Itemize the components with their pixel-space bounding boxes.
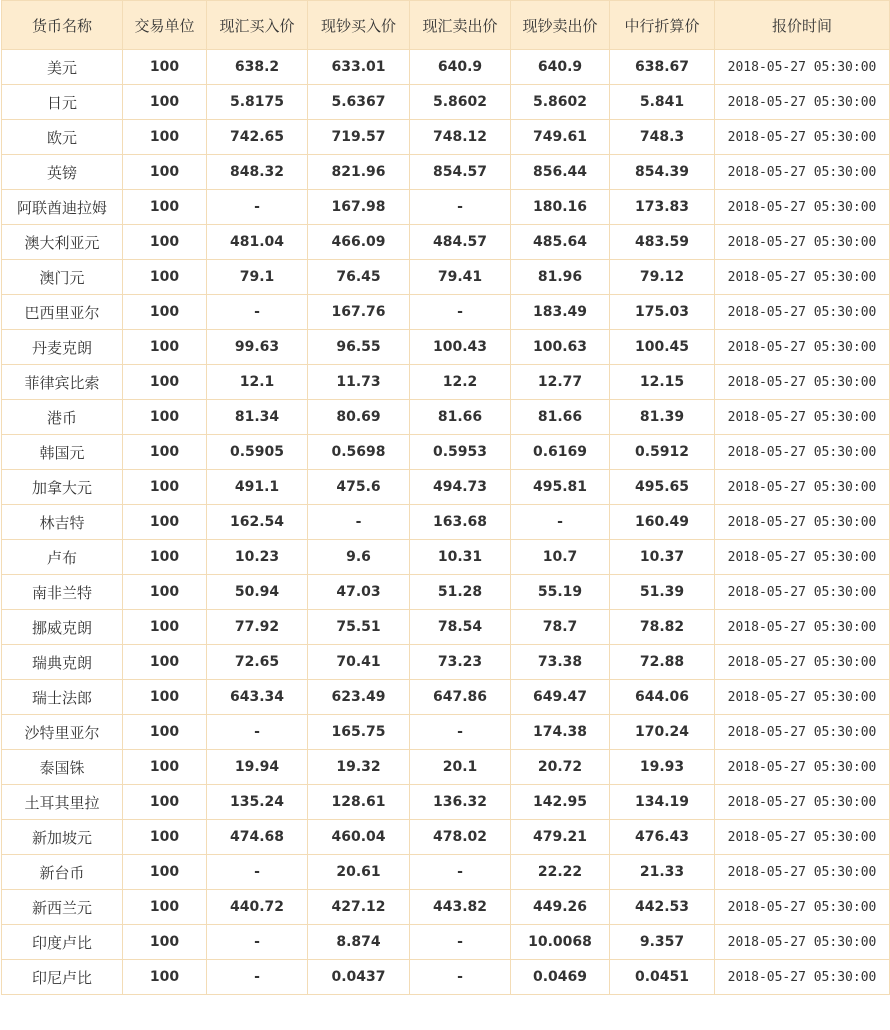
cash-sell-price-cell: 183.49: [511, 295, 610, 330]
boc-conversion-price-cell: 19.93: [610, 750, 715, 785]
trade-unit-cell: 100: [123, 890, 207, 925]
trade-unit-cell: 100: [123, 400, 207, 435]
cash-sell-price-cell: 174.38: [511, 715, 610, 750]
boc-conversion-price-cell: 748.3: [610, 120, 715, 155]
trade-unit-cell: 100: [123, 540, 207, 575]
currency-name-cell: 菲律宾比索: [2, 365, 123, 400]
currency-name-cell: 新西兰元: [2, 890, 123, 925]
quote-time-cell: 2018-05-27 05:30:00: [715, 785, 890, 820]
quote-time-cell: 2018-05-27 05:30:00: [715, 610, 890, 645]
spot-buy-price-cell: 50.94: [207, 575, 308, 610]
table-row: [2, 470, 890, 505]
cash-buy-price-cell: 466.09: [308, 225, 410, 260]
spot-sell-price-cell: 484.57: [410, 225, 511, 260]
boc-conversion-price-cell: 442.53: [610, 890, 715, 925]
spot-buy-price-cell: -: [207, 855, 308, 890]
quote-time-cell: 2018-05-27 05:30:00: [715, 575, 890, 610]
spot-sell-price-cell: 494.73: [410, 470, 511, 505]
exchange-rate-table: [1, 0, 890, 995]
quote-time-cell: 2018-05-27 05:30:00: [715, 155, 890, 190]
trade-unit-cell: 100: [123, 575, 207, 610]
spot-sell-price-cell: 478.02: [410, 820, 511, 855]
cash-sell-price-cell: -: [511, 505, 610, 540]
boc-conversion-price-cell: 81.39: [610, 400, 715, 435]
trade-unit-cell: 100: [123, 785, 207, 820]
spot-sell-price-cell: 136.32: [410, 785, 511, 820]
trade-unit-cell: 100: [123, 330, 207, 365]
spot-buy-price-cell: 12.1: [207, 365, 308, 400]
spot-buy-price-cell: -: [207, 190, 308, 225]
currency-name-cell: 欧元: [2, 120, 123, 155]
spot-sell-price-cell: -: [410, 715, 511, 750]
quote-time-cell: 2018-05-27 05:30:00: [715, 540, 890, 575]
boc-conversion-price-cell: 173.83: [610, 190, 715, 225]
spot-sell-price-cell: 51.28: [410, 575, 511, 610]
spot-sell-price-cell: 0.5953: [410, 435, 511, 470]
header-cash-sell: 现钞卖出价: [511, 1, 610, 50]
boc-conversion-price-cell: 12.15: [610, 365, 715, 400]
cash-sell-price-cell: 55.19: [511, 575, 610, 610]
quote-time-cell: 2018-05-27 05:30:00: [715, 120, 890, 155]
spot-buy-price-cell: 5.8175: [207, 85, 308, 120]
cash-buy-price-cell: 70.41: [308, 645, 410, 680]
spot-sell-price-cell: 73.23: [410, 645, 511, 680]
cash-sell-price-cell: 0.0469: [511, 960, 610, 995]
cash-buy-price-cell: 165.75: [308, 715, 410, 750]
trade-unit-cell: 100: [123, 680, 207, 715]
table-row: [2, 155, 890, 190]
spot-buy-price-cell: 19.94: [207, 750, 308, 785]
quote-time-cell: 2018-05-27 05:30:00: [715, 925, 890, 960]
cash-buy-price-cell: 0.5698: [308, 435, 410, 470]
table-row: [2, 820, 890, 855]
spot-sell-price-cell: -: [410, 190, 511, 225]
spot-buy-price-cell: 135.24: [207, 785, 308, 820]
cash-sell-price-cell: 142.95: [511, 785, 610, 820]
spot-sell-price-cell: 20.1: [410, 750, 511, 785]
spot-buy-price-cell: 643.34: [207, 680, 308, 715]
quote-time-cell: 2018-05-27 05:30:00: [715, 890, 890, 925]
quote-time-cell: 2018-05-27 05:30:00: [715, 470, 890, 505]
trade-unit-cell: 100: [123, 715, 207, 750]
quote-time-cell: 2018-05-27 05:30:00: [715, 820, 890, 855]
currency-name-cell: 瑞士法郎: [2, 680, 123, 715]
header-trade-unit: 交易单位: [123, 1, 207, 50]
cash-buy-price-cell: -: [308, 505, 410, 540]
table-row: [2, 715, 890, 750]
cash-sell-price-cell: 22.22: [511, 855, 610, 890]
quote-time-cell: 2018-05-27 05:30:00: [715, 505, 890, 540]
table-row: [2, 400, 890, 435]
quote-time-cell: 2018-05-27 05:30:00: [715, 645, 890, 680]
trade-unit-cell: 100: [123, 50, 207, 85]
cash-sell-price-cell: 81.66: [511, 400, 610, 435]
cash-buy-price-cell: 460.04: [308, 820, 410, 855]
currency-name-cell: 英镑: [2, 155, 123, 190]
spot-sell-price-cell: -: [410, 925, 511, 960]
trade-unit-cell: 100: [123, 190, 207, 225]
trade-unit-cell: 100: [123, 260, 207, 295]
table-body: [2, 50, 890, 995]
boc-conversion-price-cell: 100.45: [610, 330, 715, 365]
boc-conversion-price-cell: 0.0451: [610, 960, 715, 995]
table-row: [2, 540, 890, 575]
spot-buy-price-cell: 77.92: [207, 610, 308, 645]
table-row: [2, 365, 890, 400]
cash-sell-price-cell: 449.26: [511, 890, 610, 925]
table-row: [2, 505, 890, 540]
cash-sell-price-cell: 0.6169: [511, 435, 610, 470]
boc-conversion-price-cell: 134.19: [610, 785, 715, 820]
trade-unit-cell: 100: [123, 610, 207, 645]
quote-time-cell: 2018-05-27 05:30:00: [715, 190, 890, 225]
header-quote-time: 报价时间: [715, 1, 890, 50]
cash-sell-price-cell: 640.9: [511, 50, 610, 85]
currency-name-cell: 澳门元: [2, 260, 123, 295]
boc-conversion-price-cell: 160.49: [610, 505, 715, 540]
cash-sell-price-cell: 749.61: [511, 120, 610, 155]
spot-buy-price-cell: 481.04: [207, 225, 308, 260]
boc-conversion-price-cell: 51.39: [610, 575, 715, 610]
quote-time-cell: 2018-05-27 05:30:00: [715, 715, 890, 750]
header-cash-buy: 现钞买入价: [308, 1, 410, 50]
boc-conversion-price-cell: 10.37: [610, 540, 715, 575]
quote-time-cell: 2018-05-27 05:30:00: [715, 750, 890, 785]
trade-unit-cell: 100: [123, 470, 207, 505]
table-row: [2, 190, 890, 225]
trade-unit-cell: 100: [123, 365, 207, 400]
cash-buy-price-cell: 475.6: [308, 470, 410, 505]
cash-buy-price-cell: 20.61: [308, 855, 410, 890]
cash-sell-price-cell: 78.7: [511, 610, 610, 645]
boc-conversion-price-cell: 476.43: [610, 820, 715, 855]
currency-name-cell: 印度卢比: [2, 925, 123, 960]
spot-buy-price-cell: 491.1: [207, 470, 308, 505]
spot-sell-price-cell: 748.12: [410, 120, 511, 155]
currency-name-cell: 加拿大元: [2, 470, 123, 505]
cash-buy-price-cell: 19.32: [308, 750, 410, 785]
cash-buy-price-cell: 80.69: [308, 400, 410, 435]
spot-sell-price-cell: -: [410, 295, 511, 330]
spot-buy-price-cell: 638.2: [207, 50, 308, 85]
currency-name-cell: 新加坡元: [2, 820, 123, 855]
cash-buy-price-cell: 167.98: [308, 190, 410, 225]
quote-time-cell: 2018-05-27 05:30:00: [715, 855, 890, 890]
trade-unit-cell: 100: [123, 645, 207, 680]
trade-unit-cell: 100: [123, 120, 207, 155]
quote-time-cell: 2018-05-27 05:30:00: [715, 960, 890, 995]
quote-time-cell: 2018-05-27 05:30:00: [715, 680, 890, 715]
table-row: [2, 750, 890, 785]
table-row: [2, 890, 890, 925]
boc-conversion-price-cell: 495.65: [610, 470, 715, 505]
header-row: [2, 1, 890, 50]
cash-buy-price-cell: 5.6367: [308, 85, 410, 120]
trade-unit-cell: 100: [123, 295, 207, 330]
table-row: [2, 435, 890, 470]
trade-unit-cell: 100: [123, 750, 207, 785]
cash-buy-price-cell: 633.01: [308, 50, 410, 85]
currency-name-cell: 卢布: [2, 540, 123, 575]
cash-buy-price-cell: 96.55: [308, 330, 410, 365]
quote-time-cell: 2018-05-27 05:30:00: [715, 50, 890, 85]
currency-name-cell: 澳大利亚元: [2, 225, 123, 260]
table-row: [2, 50, 890, 85]
cash-buy-price-cell: 719.57: [308, 120, 410, 155]
boc-conversion-price-cell: 483.59: [610, 225, 715, 260]
cash-sell-price-cell: 20.72: [511, 750, 610, 785]
cash-buy-price-cell: 11.73: [308, 365, 410, 400]
quote-time-cell: 2018-05-27 05:30:00: [715, 400, 890, 435]
boc-conversion-price-cell: 175.03: [610, 295, 715, 330]
spot-buy-price-cell: 10.23: [207, 540, 308, 575]
table-row: [2, 330, 890, 365]
currency-name-cell: 美元: [2, 50, 123, 85]
currency-name-cell: 瑞典克朗: [2, 645, 123, 680]
cash-buy-price-cell: 8.874: [308, 925, 410, 960]
currency-name-cell: 新台币: [2, 855, 123, 890]
spot-buy-price-cell: 848.32: [207, 155, 308, 190]
trade-unit-cell: 100: [123, 960, 207, 995]
currency-name-cell: 泰国铢: [2, 750, 123, 785]
spot-sell-price-cell: -: [410, 960, 511, 995]
spot-buy-price-cell: 162.54: [207, 505, 308, 540]
table-row: [2, 785, 890, 820]
boc-conversion-price-cell: 854.39: [610, 155, 715, 190]
spot-sell-price-cell: 640.9: [410, 50, 511, 85]
trade-unit-cell: 100: [123, 925, 207, 960]
currency-name-cell: 韩国元: [2, 435, 123, 470]
currency-name-cell: 沙特里亚尔: [2, 715, 123, 750]
boc-conversion-price-cell: 5.841: [610, 85, 715, 120]
spot-buy-price-cell: -: [207, 925, 308, 960]
cash-sell-price-cell: 485.64: [511, 225, 610, 260]
table-header: [2, 1, 890, 50]
spot-buy-price-cell: 440.72: [207, 890, 308, 925]
spot-sell-price-cell: 78.54: [410, 610, 511, 645]
cash-buy-price-cell: 128.61: [308, 785, 410, 820]
cash-sell-price-cell: 100.63: [511, 330, 610, 365]
spot-buy-price-cell: -: [207, 960, 308, 995]
table-row: [2, 575, 890, 610]
currency-name-cell: 阿联酋迪拉姆: [2, 190, 123, 225]
spot-buy-price-cell: 99.63: [207, 330, 308, 365]
spot-buy-price-cell: -: [207, 715, 308, 750]
cash-buy-price-cell: 47.03: [308, 575, 410, 610]
quote-time-cell: 2018-05-27 05:30:00: [715, 295, 890, 330]
spot-sell-price-cell: 5.8602: [410, 85, 511, 120]
quote-time-cell: 2018-05-27 05:30:00: [715, 260, 890, 295]
cash-sell-price-cell: 10.0068: [511, 925, 610, 960]
cash-sell-price-cell: 73.38: [511, 645, 610, 680]
trade-unit-cell: 100: [123, 155, 207, 190]
boc-conversion-price-cell: 78.82: [610, 610, 715, 645]
spot-sell-price-cell: 854.57: [410, 155, 511, 190]
cash-buy-price-cell: 76.45: [308, 260, 410, 295]
boc-conversion-price-cell: 79.12: [610, 260, 715, 295]
currency-name-cell: 丹麦克朗: [2, 330, 123, 365]
quote-time-cell: 2018-05-27 05:30:00: [715, 330, 890, 365]
currency-name-cell: 巴西里亚尔: [2, 295, 123, 330]
boc-conversion-price-cell: 21.33: [610, 855, 715, 890]
table-row: [2, 925, 890, 960]
header-boc-conversion: 中行折算价: [610, 1, 715, 50]
currency-name-cell: 挪威克朗: [2, 610, 123, 645]
trade-unit-cell: 100: [123, 505, 207, 540]
header-currency-name: 货币名称: [2, 1, 123, 50]
spot-sell-price-cell: -: [410, 855, 511, 890]
cash-buy-price-cell: 427.12: [308, 890, 410, 925]
table-row: [2, 225, 890, 260]
spot-sell-price-cell: 647.86: [410, 680, 511, 715]
cash-sell-price-cell: 5.8602: [511, 85, 610, 120]
table-row: [2, 120, 890, 155]
spot-sell-price-cell: 100.43: [410, 330, 511, 365]
boc-conversion-price-cell: 72.88: [610, 645, 715, 680]
table-row: [2, 960, 890, 995]
currency-name-cell: 土耳其里拉: [2, 785, 123, 820]
cash-sell-price-cell: 12.77: [511, 365, 610, 400]
table-row: [2, 610, 890, 645]
boc-conversion-price-cell: 644.06: [610, 680, 715, 715]
spot-buy-price-cell: 81.34: [207, 400, 308, 435]
spot-buy-price-cell: 474.68: [207, 820, 308, 855]
currency-name-cell: 港币: [2, 400, 123, 435]
table-row: [2, 85, 890, 120]
spot-buy-price-cell: -: [207, 295, 308, 330]
boc-conversion-price-cell: 638.67: [610, 50, 715, 85]
spot-sell-price-cell: 443.82: [410, 890, 511, 925]
cash-buy-price-cell: 821.96: [308, 155, 410, 190]
table-row: [2, 855, 890, 890]
cash-buy-price-cell: 0.0437: [308, 960, 410, 995]
spot-sell-price-cell: 81.66: [410, 400, 511, 435]
trade-unit-cell: 100: [123, 855, 207, 890]
trade-unit-cell: 100: [123, 820, 207, 855]
trade-unit-cell: 100: [123, 85, 207, 120]
cash-sell-price-cell: 856.44: [511, 155, 610, 190]
cash-buy-price-cell: 9.6: [308, 540, 410, 575]
quote-time-cell: 2018-05-27 05:30:00: [715, 365, 890, 400]
spot-buy-price-cell: 742.65: [207, 120, 308, 155]
table-row: [2, 295, 890, 330]
boc-conversion-price-cell: 170.24: [610, 715, 715, 750]
cash-buy-price-cell: 75.51: [308, 610, 410, 645]
cash-sell-price-cell: 479.21: [511, 820, 610, 855]
cash-sell-price-cell: 81.96: [511, 260, 610, 295]
table-row: [2, 260, 890, 295]
table-row: [2, 645, 890, 680]
table-row: [2, 680, 890, 715]
boc-conversion-price-cell: 9.357: [610, 925, 715, 960]
cash-buy-price-cell: 623.49: [308, 680, 410, 715]
boc-conversion-price-cell: 0.5912: [610, 435, 715, 470]
spot-sell-price-cell: 10.31: [410, 540, 511, 575]
quote-time-cell: 2018-05-27 05:30:00: [715, 435, 890, 470]
currency-name-cell: 日元: [2, 85, 123, 120]
header-spot-buy: 现汇买入价: [207, 1, 308, 50]
currency-name-cell: 南非兰特: [2, 575, 123, 610]
quote-time-cell: 2018-05-27 05:30:00: [715, 85, 890, 120]
trade-unit-cell: 100: [123, 225, 207, 260]
spot-buy-price-cell: 0.5905: [207, 435, 308, 470]
quote-time-cell: 2018-05-27 05:30:00: [715, 225, 890, 260]
currency-name-cell: 印尼卢比: [2, 960, 123, 995]
spot-buy-price-cell: 72.65: [207, 645, 308, 680]
cash-buy-price-cell: 167.76: [308, 295, 410, 330]
cash-sell-price-cell: 649.47: [511, 680, 610, 715]
spot-sell-price-cell: 163.68: [410, 505, 511, 540]
trade-unit-cell: 100: [123, 435, 207, 470]
cash-sell-price-cell: 495.81: [511, 470, 610, 505]
spot-sell-price-cell: 12.2: [410, 365, 511, 400]
spot-buy-price-cell: 79.1: [207, 260, 308, 295]
cash-sell-price-cell: 180.16: [511, 190, 610, 225]
header-spot-sell: 现汇卖出价: [410, 1, 511, 50]
spot-sell-price-cell: 79.41: [410, 260, 511, 295]
currency-name-cell: 林吉特: [2, 505, 123, 540]
cash-sell-price-cell: 10.7: [511, 540, 610, 575]
